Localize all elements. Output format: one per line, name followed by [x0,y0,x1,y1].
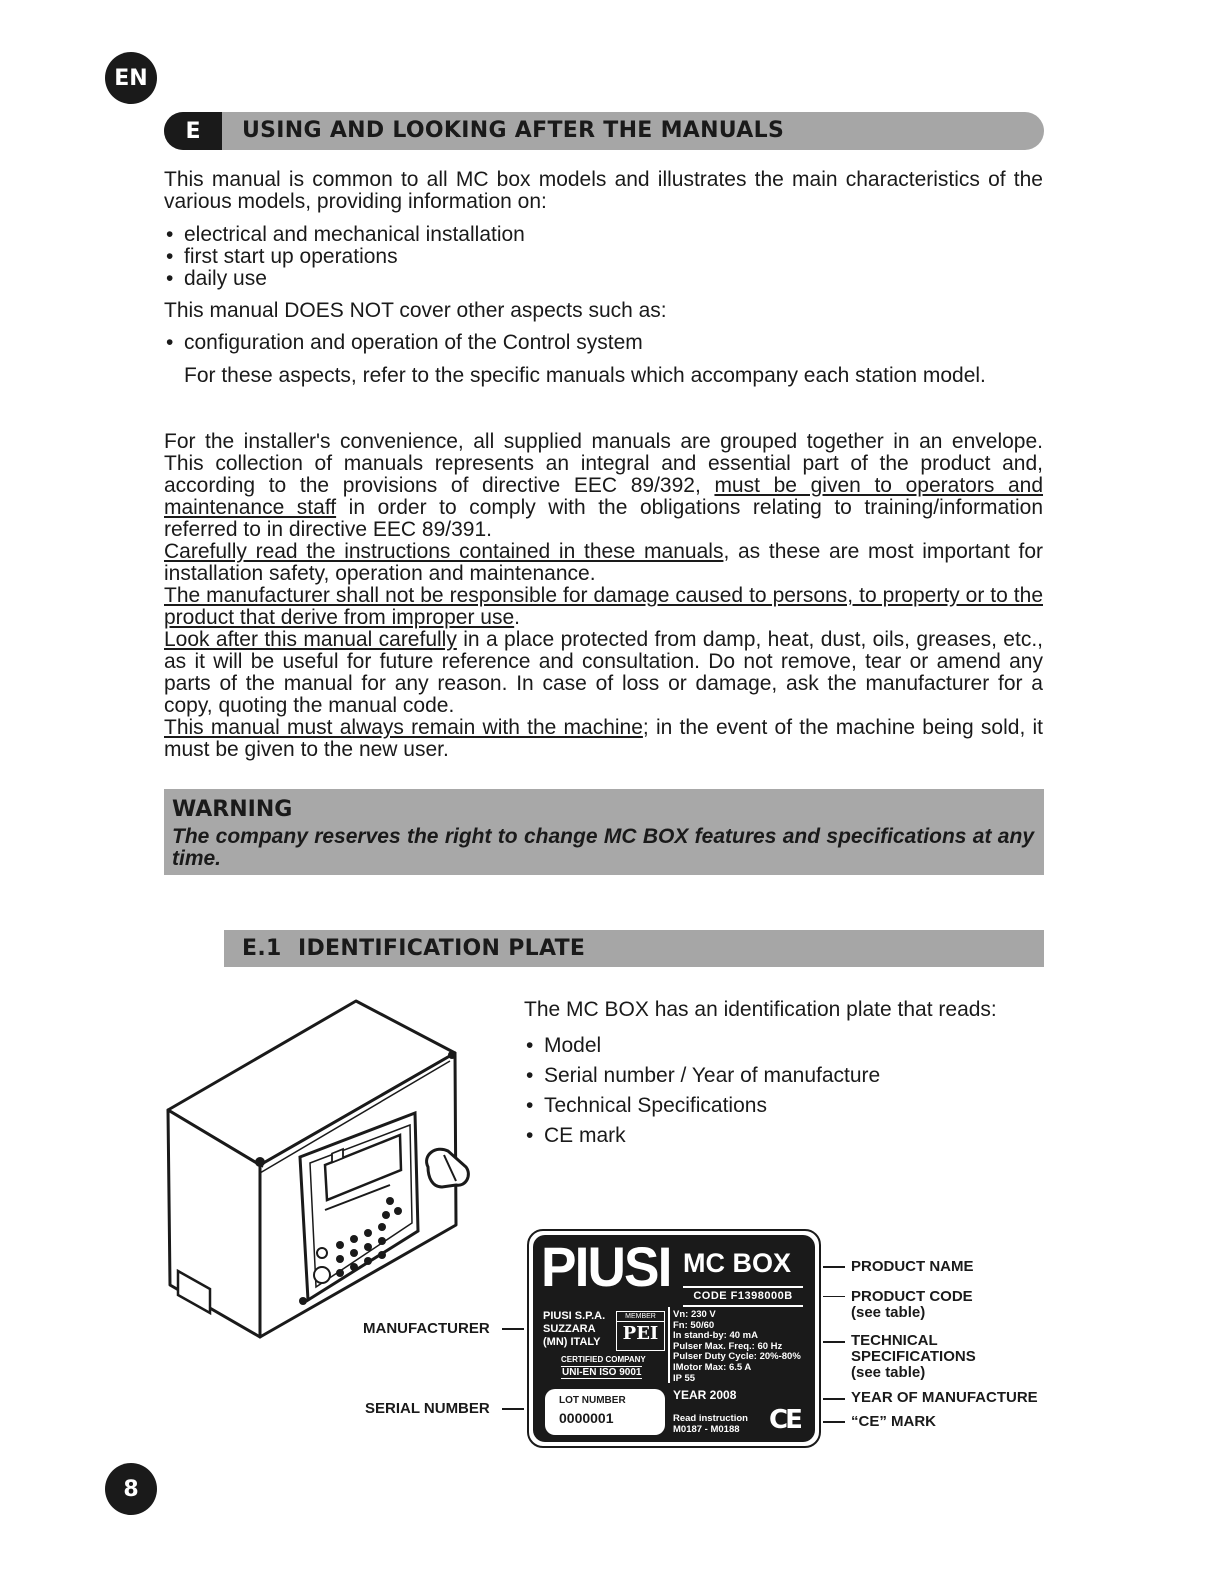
language-label: EN [114,65,148,91]
callout-ce-mark: “CE” MARK [851,1413,936,1430]
member-label: MEMBER [617,1312,664,1322]
page-number-label: 8 [123,1476,139,1502]
not-covered-intro: This manual DOES NOT cover other aspects such as: [164,299,667,322]
warning-text: The company reserves the right to change MC BOX features and specifications at any time. [172,825,1034,870]
plate-product-name: MC BOX [683,1248,791,1278]
list-item: • daily use [164,268,1043,290]
callout-manufacturer: MANUFACTURER [363,1320,490,1337]
section-letter: E [164,112,222,150]
section-intro: This manual is common to all MC box models and illustrates the main characteristics of the various models, providing information on: [164,168,1043,213]
pei-badge [616,1311,665,1351]
plate-iso: UNI-EN ISO 9001 [562,1367,642,1378]
subsection-number: E.1 [242,936,282,961]
callout-line [823,1341,845,1343]
section-heading [164,112,1044,150]
lot-label: LOT NUMBER [559,1395,626,1406]
plate-code: CODE F1398000B [693,1290,793,1302]
list-item: • configuration and operation of the Control system [164,332,1043,354]
callout-line [502,1408,524,1410]
ce-mark: CE [769,1405,800,1435]
mc-box-illustration [160,995,480,1345]
callout-product-code: PRODUCT CODE (see table) [851,1288,973,1321]
subsection-title: IDENTIFICATION PLATE [298,936,586,961]
list-item: • electrical and mechanical installation [164,224,1043,246]
not-covered-note: For these aspects, refer to the specific manuals which accompany each station model. [184,364,986,387]
lot-number-box [545,1389,665,1435]
plate-intro: The MC BOX has an identification plate that reads: [524,998,997,1021]
list-item: • first start up operations [164,246,1043,268]
paragraph-envelope: For the installer's convenience, all supplied manuals are grouped together in an envelope. This collection of manuals represents an integral and essential part of the product and, according to the provisions of directive EEC 89/392, must be given to operators and maintenance staff in order to comply with the obligations relating to training/information referred to in directive EEC 89/391. [164,430,1044,541]
callout-line [823,1296,845,1297]
callout-line [823,1266,845,1268]
identification-plate [527,1229,821,1448]
list-item: • Model [524,1031,1044,1061]
warning-box [164,789,1044,875]
plate-brand: PIUSI [541,1235,671,1298]
pei-logo: PEI [622,1323,659,1344]
language-tab [105,52,157,104]
subsection-heading [224,930,1044,967]
paragraph-remain-with-machine: This manual must always remain with the machine; in the event of the machine being sold, it must be given to the new user. [164,716,1043,761]
plate-divider [683,1286,803,1288]
section-title: USING AND LOOKING AFTER THE MANUALS [242,118,785,143]
lot-value: 0000001 [559,1410,614,1426]
plate-read-instruction: Read instruction M0187 - M0188 [673,1413,748,1435]
plate-specs: Vn: 230 V Fn: 50/60 In stand-by: 40 mA Pulser Max. Freq.: 60 Hz Pulser Duty Cycle: 20%-80% IMotor Max: 6.5 A IP 55 [673,1309,801,1384]
callout-year-of-manufacture: YEAR OF MANUFACTURE [851,1389,1038,1406]
covered-list [164,224,1043,290]
callout-technical-specifications: TECHNICAL SPECIFICATIONS (see table) [851,1332,976,1381]
list-item: • Serial number / Year of manufacture [524,1061,1044,1091]
plate-divider [683,1305,803,1307]
warning-title: WARNING [172,797,293,822]
plate-items-list [524,1031,1044,1151]
paragraph-read-carefully: Carefully read the instructions contained in these manuals, as these are most important for installation safety, operation and maintenance. [164,540,1043,585]
list-item: • CE mark [524,1121,1044,1151]
not-covered-list [164,332,1043,354]
callout-product-name: PRODUCT NAME [851,1258,974,1275]
page-number [105,1463,157,1515]
plate-company: PIUSI S.P.A. SUZZARA (MN) ITALY [543,1310,606,1348]
list-item: • Technical Specifications [524,1091,1044,1121]
callout-line [823,1398,845,1400]
paragraph-look-after: Look after this manual carefully in a place protected from damp, heat, dust, oils, greases, etc., as it will be useful for future reference and consultation. Do not remove, tear or amend any parts of the manual for any reason. In case of loss or damage, ask the manufacturer for a copy, quoting the manual code. [164,628,1043,717]
plate-background [533,1235,815,1442]
callout-line [823,1421,845,1423]
manual-paragraphs [164,431,1043,761]
callout-line [502,1328,524,1330]
plate-vertical-divider [668,1307,670,1383]
plate-certified: CERTIFIED COMPANY [561,1355,646,1364]
callout-serial-number: SERIAL NUMBER [365,1400,490,1417]
paragraph-liability: The manufacturer shall not be responsible for damage caused to persons, to property or to the product that derive from improper use. [164,584,1043,629]
plate-year: YEAR 2008 [673,1388,737,1402]
